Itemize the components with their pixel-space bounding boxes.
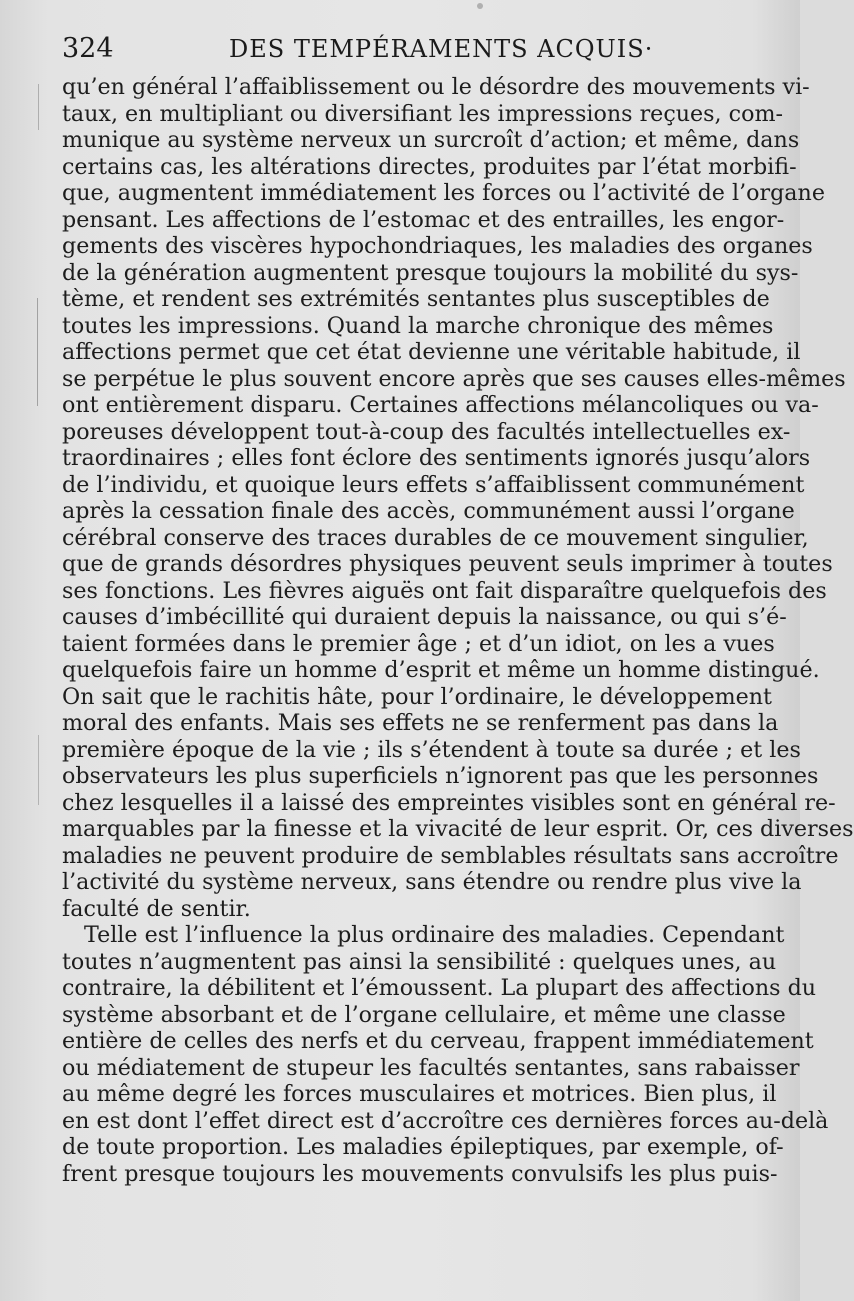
- text-line: gements des viscères hypochondriaques, les maladies des organes: [62, 233, 813, 259]
- text-line: chez lesquelles il a laissé des empreintes visibles sont en général re-: [62, 789, 836, 816]
- margin-bracket-mark: [37, 298, 38, 406]
- text-line: ses fonctions. Les fièvres aiguës ont fait disparaître quelquefois des: [62, 577, 827, 604]
- text-line: observateurs les plus superficiels n’ignorent pas que les personnes: [62, 763, 819, 789]
- text-line: pensant. Les affections de l’estomac et des entrailles, les engor-: [62, 206, 785, 233]
- text-line: qu’en général l’affaiblissement ou le désordre des mouvements vi-: [62, 74, 810, 100]
- text-line: affections permet que cet état devienne une véritable habitude, il: [62, 339, 801, 365]
- text-line: tème, et rendent ses extrémités sentantes plus susceptibles de: [62, 286, 770, 312]
- text-line: de l’individu, et quoique leurs effets s’affaiblissent communément: [62, 471, 805, 498]
- text-line: faculté de sentir.: [62, 895, 251, 922]
- text-line: que, augmentent immédiatement les forces ou l’activité de l’organe: [62, 180, 825, 206]
- text-line: après la cessation finale des accès, communément aussi l’organe: [62, 498, 795, 524]
- text-line: Telle est l’influence la plus ordinaire des maladies. Cependant: [84, 922, 785, 948]
- page-number: 324: [62, 33, 114, 64]
- text-line: de toute proportion. Les maladies épileptiques, par exemple, of-: [62, 1134, 784, 1160]
- text-line: ont entièrement disparu. Certaines affections mélancoliques ou va-: [62, 392, 819, 418]
- text-line: au même degré les forces musculaires et motrices. Bien plus, il: [62, 1081, 777, 1107]
- text-line: première époque de la vie ; ils s’étendent à toute sa durée ; et les: [62, 736, 801, 763]
- margin-bracket-mark: [38, 84, 39, 130]
- text-line: en est dont l’effet direct est d’accroître ces dernières forces au-delà: [62, 1107, 829, 1134]
- text-line: moral des enfants. Mais ses effets ne se renferment pas dans la: [62, 710, 779, 736]
- text-line: frent presque toujours les mouvements convulsifs les plus puis-: [62, 1160, 778, 1187]
- margin-bracket-mark: [38, 735, 39, 805]
- text-line: marquables par la finesse et la vivacité de leur esprit. Or, ces diverses: [62, 816, 854, 842]
- ink-speck: [477, 3, 483, 9]
- text-line: taux, en multipliant ou diversifiant les impressions reçues, com-: [62, 100, 783, 127]
- running-title: DES TEMPÉRAMENTS ACQUIS·: [229, 35, 654, 63]
- text-line: munique au système nerveux un surcroît d’action; et même, dans: [62, 127, 800, 153]
- running-head: [62, 32, 752, 66]
- text-line: de la génération augmentent presque toujours la mobilité du sys-: [62, 259, 799, 286]
- text-line: toutes n’augmentent pas ainsi la sensibilité : quelques unes, au: [62, 948, 777, 975]
- text-line: poreuses développent tout-à-coup des facultés intellectuelles ex-: [62, 418, 791, 445]
- text-line: que de grands désordres physiques peuvent seuls imprimer à toutes: [62, 551, 833, 577]
- text-line: toutes les impressions. Quand la marche chronique des mêmes: [62, 312, 774, 339]
- text-line: cérébral conserve des traces durables de ce mouvement singulier,: [62, 524, 809, 551]
- text-line: se perpétue le plus souvent encore après que ses causes elles-mêmes: [62, 365, 846, 392]
- text-line: causes d’imbécillité qui duraient depuis la naissance, ou qui s’é-: [62, 604, 787, 630]
- text-line: contraire, la débilitent et l’émoussent. La plupart des affections du: [62, 975, 817, 1001]
- text-line: certains cas, les altérations directes, produites par l’état morbifi-: [62, 153, 797, 180]
- body-text: [62, 74, 854, 1187]
- text-line: quelquefois faire un homme d’esprit et même un homme distingué.: [62, 657, 820, 683]
- text-line: maladies ne peuvent produire de semblables résultats sans accroître: [62, 842, 839, 869]
- text-line: On sait que le rachitis hâte, pour l’ordinaire, le développement: [62, 683, 772, 710]
- text-line: système absorbant et de l’organe cellulaire, et même une classe: [62, 1001, 786, 1028]
- text-line: entière de celles des nerfs et du cerveau, frappent immédiatement: [62, 1028, 814, 1054]
- text-line: ou médiatement de stupeur les facultés sentantes, sans rabaisser: [62, 1054, 800, 1081]
- text-line: l’activité du système nerveux, sans étendre ou rendre plus vive la: [62, 869, 802, 895]
- text-line: taient formées dans le premier âge ; et d’un idiot, on les a vues: [62, 630, 775, 657]
- text-line: traordinaires ; elles font éclore des sentiments ignorés jusqu’alors: [62, 445, 811, 471]
